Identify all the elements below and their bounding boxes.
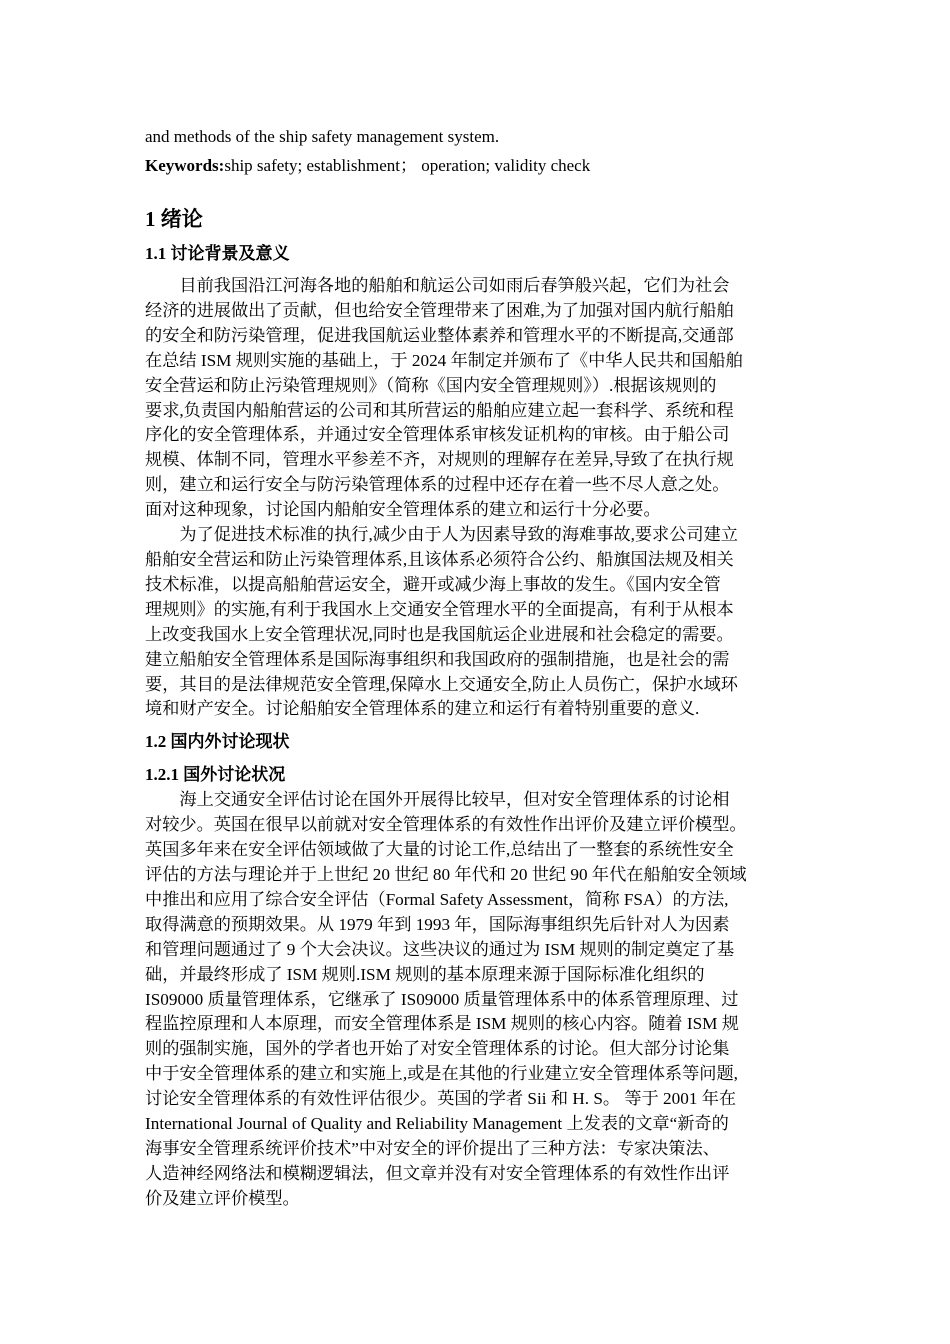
text-line: International Journal of Quality and Reliability Management 上发表的文章“新奇的 (145, 1114, 729, 1134)
text-line: 取得满意的预期效果。从 1979 年到 1993 年，国际海事组织先后针对人为因素 (145, 914, 730, 934)
keywords-label: Keywords: (145, 156, 225, 175)
text-line: 和管理问题通过了 9 个大会决议。这些决议的通过为 ISM 规则的制定奠定了基 (145, 939, 735, 959)
text-line: 要，其目的是法律规范安全管理,保障水上交通安全,防止人员伤亡，保护水域环 (145, 674, 738, 694)
paragraph-1-2-1-a (145, 788, 813, 1211)
text-line: 海上交通安全评估讨论在国外开展得比较早，但对安全管理体系的讨论相 (179, 790, 730, 810)
text-line: IS09000 质量管理体系，它继承了 IS09000 质量管理体系中的体系管理原理、过 (145, 989, 739, 1009)
section-heading-1-1: 1.1 讨论背景及意义 (145, 244, 290, 263)
text-line: 中推出和应用了综合安全评估（Formal Safety Assessment，简称 FSA）的方法, (145, 889, 729, 909)
keywords-line (145, 151, 813, 180)
paragraph-1-1-a (145, 274, 813, 523)
text-line: 础，并最终形成了 ISM 规则.ISM 规则的基本原理来源于国际标准化组织的 (145, 964, 705, 984)
document-page (145, 122, 813, 1212)
text-line: 海事安全管理系统评价技术”中对安全的评价提出了三种方法：专家决策法、 (145, 1139, 720, 1158)
text-line: 人造神经网络法和模糊逻辑法，但文章并没有对安全管理体系的有效性作出评 (145, 1163, 730, 1183)
text-line: 在总结 ISM 规则实施的基础上，于 2024 年制定并颁布了《中华人民共和国船舶 (145, 350, 743, 370)
paragraph-1-1-b (145, 523, 813, 722)
text-line: 英国多年来在安全评估领域做了大量的讨论工作,总结出了一整套的系统性安全 (145, 840, 734, 860)
text-line: 则，建立和运行安全与防污染管理体系的过程中还存在着一些不尽人意之处。 (145, 475, 730, 495)
text-line: 的安全和防污染管理，促进我国航运业整体素养和管理水平的不断提高,交通部 (145, 325, 734, 345)
text-line: 要求,负责国内船舶营运的公司和其所营运的船舶应建立起一套科学、系统和程 (145, 400, 734, 420)
text-line: 中于安全管理体系的建立和实施上,或是在其他的行业建立安全管理体系等问题, (145, 1064, 738, 1084)
text-line: 评估的方法与理论并于上世纪 20 世纪 80 年代和 20 世纪 90 年代在船舶安全领域 (145, 865, 747, 885)
abstract-tail: and methods of the ship safety management system. (145, 127, 500, 146)
text-line: 理规则》的实施,有利于我国水上交通安全管理水平的全面提高，有利于从根本 (145, 599, 734, 619)
text-line: 安全营运和防止污染管理规则》（简称《国内安全管理规则》）.根据该规则的 (145, 375, 717, 395)
text-line: 经济的进展做出了贡献，但也给安全管理带来了困难,为了加强对国内航行船舶 (145, 300, 734, 320)
text-line: 目前我国沿江河海各地的船舶和航运公司如雨后春笋般兴起，它们为社会 (179, 276, 730, 295)
text-line: 则的强制实施，国外的学者也开始了对安全管理体系的讨论。但大部分讨论集 (145, 1039, 730, 1059)
text-line: 上改变我国水上安全管理状况,同时也是我国航运企业进展和社会稳定的需要。 (145, 624, 734, 644)
text-line: 面对这种现象，讨论国内船舶安全管理体系的建立和运行十分必要。 (145, 500, 661, 520)
text-line: 为了促进技术标准的执行,减少由于人为因素导致的海难事故,要求公司建立 (179, 525, 738, 545)
text-line: 境和财产安全。讨论船舶安全管理体系的建立和运行有着特别重要的意义. (145, 699, 700, 719)
keywords-text: ship safety; establishment； operation; validity check (224, 156, 591, 175)
section-heading-1-2-1: 1.2.1 国外讨论状况 (145, 765, 286, 785)
text-line: 技术标准，以提高船舶营运安全，避开或减少海上事故的发生。《国内安全管 (145, 574, 721, 594)
text-line: 序化的安全管理体系，并通过安全管理体系审核发证机构的审核。由于船公司 (145, 425, 730, 445)
text-line: 规模、体制不同，管理水平参差不齐，对规则的理解存在差异,导致了在执行规 (145, 450, 734, 470)
chapter-heading: 1 绪论 (145, 207, 203, 231)
text-line: 对较少。英国在很早以前就对安全管理体系的有效性作出评价及建立评价模型。 (145, 815, 747, 835)
text-line: 船舶安全营运和防止污染管理体系,且该体系必须符合公约、船旗国法规及相关 (145, 549, 734, 569)
section-heading-1-2: 1.2 国内外讨论现状 (145, 732, 290, 752)
text-line: 建立船舶安全管理体系是国际海事组织和我国政府的强制措施，也是社会的需 (145, 649, 730, 669)
text-line: 程监控原理和人本原理，而安全管理体系是 ISM 规则的核心内容。随着 ISM 规 (145, 1014, 739, 1034)
text-line: 讨论安全管理体系的有效性评估很少。英国的学者 Sii 和 H. S。 等于 2001 年在 (145, 1089, 737, 1109)
text-line: 价及建立评价模型。 (145, 1188, 300, 1208)
